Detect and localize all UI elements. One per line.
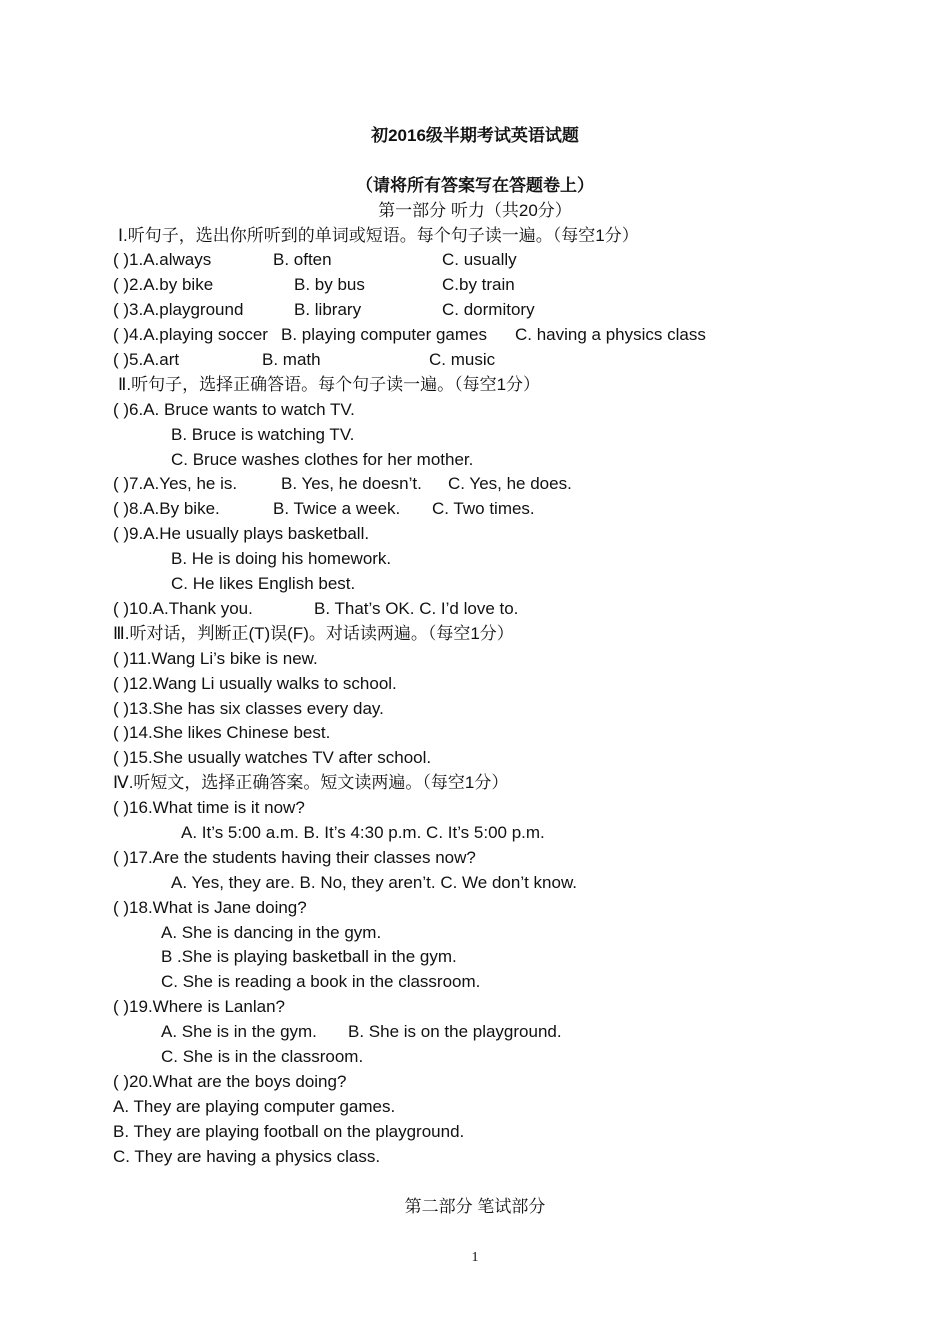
section-3-heading: Ⅲ.听对话，判断正(T)误(F)。对话读两遍。（每空1分）: [113, 624, 514, 643]
q19-option-b: B. She is on the playground.: [348, 1022, 562, 1041]
q4-option-c: C. having a physics class: [515, 325, 706, 344]
q2-option-b: B. by bus: [294, 275, 365, 294]
q19-option-c: C. She is in the classroom.: [161, 1047, 364, 1066]
q20-option-a: A. They are playing computer games.: [113, 1097, 396, 1116]
q5-stem: ( )5.A.art: [113, 350, 180, 369]
q6-option-c: C. Bruce washes clothes for her mother.: [171, 450, 474, 469]
q19-stem: ( )19.Where is Lanlan?: [113, 997, 285, 1016]
q20-stem: ( )20.What are the boys doing?: [113, 1072, 347, 1091]
q9-option-c: C. He likes English best.: [171, 574, 356, 593]
q3-stem: ( )3.A.playground: [113, 300, 244, 319]
q7-stem: ( )7.A.Yes, he is.: [113, 474, 238, 493]
q1-option-b: B. often: [273, 250, 332, 269]
q6-stem: ( )6.A. Bruce wants to watch TV.: [113, 400, 355, 419]
q3-option-b: B. library: [294, 300, 362, 319]
q7-option-c: C. Yes, he does.: [448, 474, 572, 493]
section-1-heading: Ⅰ.听句子，选出你所听到的单词或短语。每个句子读一遍。（每空1分）: [118, 226, 639, 245]
q19-option-a: A. She is in the gym.: [161, 1022, 317, 1041]
q20-option-c: C. They are having a physics class.: [113, 1147, 381, 1166]
q9-option-b: B. He is doing his homework.: [171, 549, 392, 568]
q18-option-b: B .She is playing basketball in the gym.: [161, 947, 457, 966]
q8-stem: ( )8.A.By bike.: [113, 499, 220, 518]
q5-option-c: C. music: [429, 350, 496, 369]
q15-statement: ( )15.She usually watches TV after school.: [113, 748, 432, 767]
q7-option-b: B. Yes, he doesn’t.: [281, 474, 422, 493]
section-4-heading: Ⅳ.听短文，选择正确答案。短文读两遍。（每空1分）: [113, 773, 509, 792]
q11-statement: ( )11.Wang Li’s bike is new.: [113, 649, 318, 668]
part2-header: 第二部分 笔试部分: [404, 1197, 546, 1216]
q20-option-b: B. They are playing football on the playground.: [113, 1122, 465, 1141]
q18-option-c: C. She is reading a book in the classroom.: [161, 972, 481, 991]
q2-option-c: C.by train: [442, 275, 515, 294]
q13-statement: ( )13.She has six classes every day.: [113, 699, 384, 718]
exam-title: 初2016级半期考试英语试题: [371, 126, 579, 145]
q8-option-b: B. Twice a week.: [273, 499, 401, 518]
q17-stem: ( )17.Are the students having their classes now?: [113, 848, 476, 867]
q14-statement: ( )14.She likes Chinese best.: [113, 723, 331, 742]
page-number: 1: [471, 1250, 479, 1265]
section-2-heading: Ⅱ.听句子，选择正确答语。每个句子读一遍。（每空1分）: [118, 375, 541, 394]
q18-stem: ( )18.What is Jane doing?: [113, 898, 307, 917]
q9-stem: ( )9.A.He usually plays basketball.: [113, 524, 370, 543]
q1-stem: ( )1.A.always: [113, 250, 212, 269]
q8-option-c: C. Two times.: [432, 499, 535, 518]
q10-options-bc: B. That’s OK. C. I’d love to.: [314, 599, 519, 618]
q4-stem: ( )4.A.playing soccer: [113, 325, 268, 344]
q1-option-c: C. usually: [442, 250, 517, 269]
q4-option-b: B. playing computer games: [281, 325, 487, 344]
exam-subtitle: （请将所有答案写在答题卷上）: [356, 176, 594, 195]
part1-header: 第一部分 听力（共20分）: [378, 201, 572, 220]
q6-option-b: B. Bruce is watching TV.: [171, 425, 355, 444]
q5-option-b: B. math: [262, 350, 321, 369]
q10-stem: ( )10.A.Thank you.: [113, 599, 253, 618]
q3-option-c: C. dormitory: [442, 300, 535, 319]
q16-stem: ( )16.What time is it now?: [113, 798, 305, 817]
q12-statement: ( )12.Wang Li usually walks to school.: [113, 674, 397, 693]
q16-options: A. It’s 5:00 a.m. B. It’s 4:30 p.m. C. It’s 5:00 p.m.: [181, 823, 545, 842]
q2-stem: ( )2.A.by bike: [113, 275, 214, 294]
q18-option-a: A. She is dancing in the gym.: [161, 923, 382, 942]
q17-options: A. Yes, they are. B. No, they aren’t. C. We don’t know.: [171, 873, 578, 892]
